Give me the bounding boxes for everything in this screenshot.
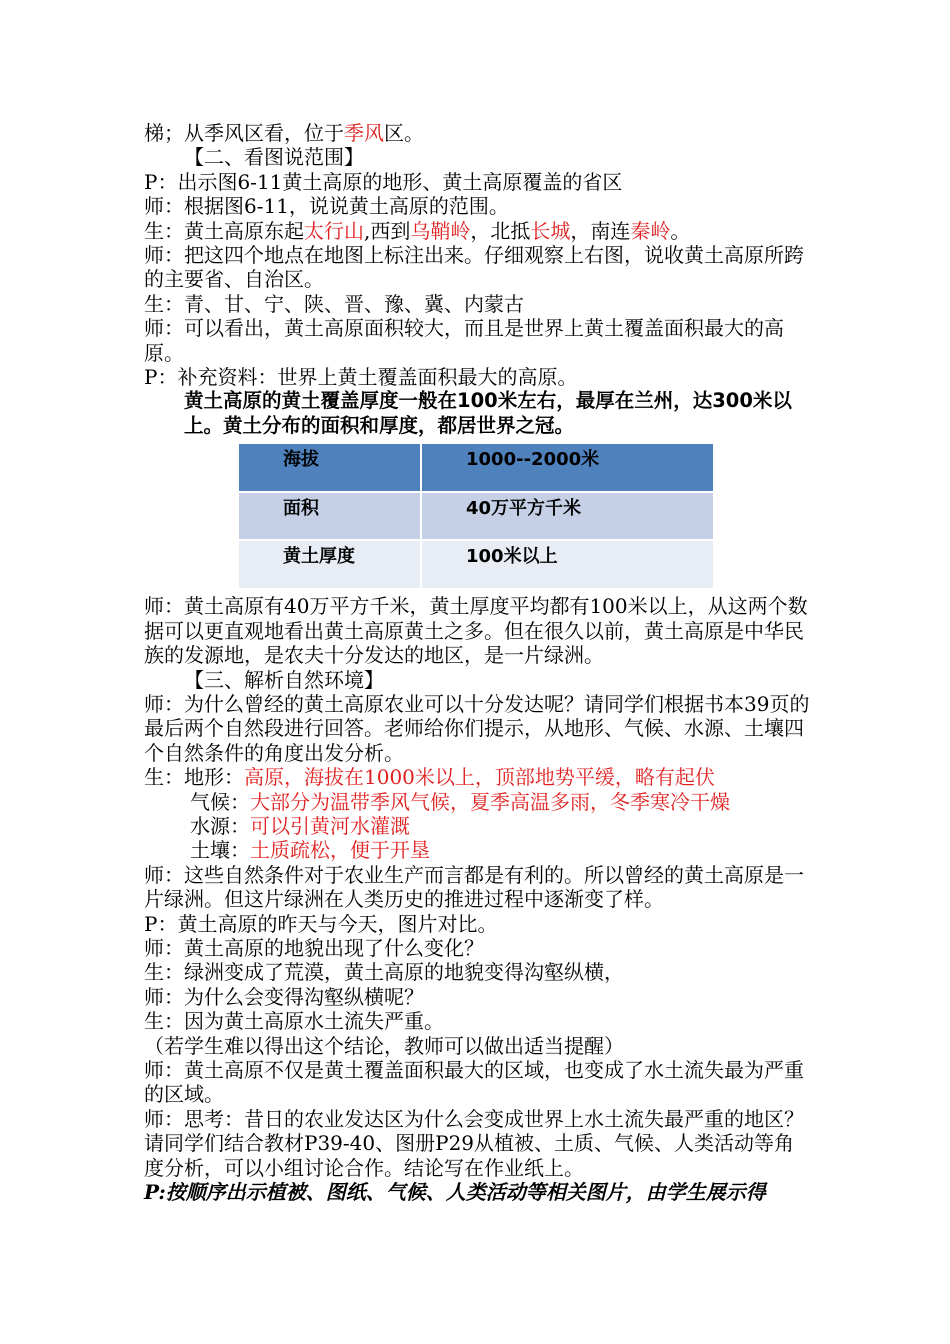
text-run: （若学生难以得出这个结论，教师可以做出适当提醒） (144, 1033, 624, 1058)
text-run: 生：因为黄土高原水土流失严重。 (144, 1009, 444, 1034)
text-run: 土壤： (190, 838, 250, 863)
text-run: 师：把这四个地点在地图上标注出来。仔细观察上右图，说收黄土高原所跨的主要省、自治区。 (144, 243, 804, 292)
text-run: ,西到 (364, 218, 411, 243)
text-run: 师：黄土高原有40万平方千米，黄土厚度平均都有100米以上，从这两个数据可以更直观地看出黄土高原黄土之多。但在很久以前，黄土高原是中华民族的发源地，是农夫十分发达的地区，是一片绿洲。 (144, 594, 808, 668)
data-table (239, 444, 713, 588)
highlighted-text: 季风 (344, 121, 384, 145)
text-run: 【二、看图说范围】 (184, 145, 364, 170)
paragraph-l9 (144, 365, 812, 389)
text-run: 师：为什么会变得沟壑纵横呢？ (144, 984, 424, 1009)
text-run: 师：黄土高原不仅是黄土覆盖面积最大的区域，也变成了水土流失最为严重的区域。 (144, 1058, 804, 1107)
text-run: ，南连 (570, 218, 631, 243)
text-block-2 (144, 594, 812, 1204)
text-run: P：补充资料：世界上黄土覆盖面积最大的高原。 (144, 365, 578, 390)
text-run: 生：绿洲变成了荒漠，黄土高原的地貌变得沟壑纵横， (144, 960, 624, 985)
text-run: 师：这些自然条件对于农业生产而言都是有利的。所以曾经的黄土高原是一片绿洲。但这片绿洲在人类历史的推进过程中逐渐变了样。 (144, 862, 804, 912)
table-row (239, 444, 713, 492)
paragraph-l7 (144, 292, 812, 316)
paragraph-l1 (144, 121, 812, 145)
paragraph-m16 (144, 1107, 812, 1180)
table-row (239, 540, 713, 588)
paragraph-m2 (144, 668, 812, 692)
text-run: 生：黄土高原东起 (144, 218, 304, 243)
paragraph-m10 (144, 936, 812, 960)
paragraph-l5 (144, 219, 812, 243)
text-run: 黄土高原的黄土覆盖厚度一般在100米左右，最厚在兰州，达300米以上。黄土分布的面积和厚度，都居世界之冠。 (184, 389, 792, 437)
paragraph-m12 (144, 985, 812, 1009)
text-run: P：黄土高原的昨天与今天，图片对比。 (144, 911, 498, 936)
text-run: 生：青、甘、宁、陕、晋、豫、冀、内蒙古 (144, 291, 524, 316)
paragraph-l2 (144, 145, 812, 169)
paragraph-m8 (144, 863, 812, 912)
text-run: 【三、解析自然环境】 (184, 667, 384, 692)
text-run: P：出示图6-11黄土高原的地形、黄土高原覆盖的省区 (144, 169, 623, 194)
text-run: 师：黄土高原的地貌出现了什么变化？ (144, 935, 484, 960)
table-cell: 面积 (239, 492, 421, 540)
highlighted-text: 可以引黄河水灌溉 (250, 813, 410, 838)
data-table-wrap (239, 444, 713, 588)
paragraph-m17 (144, 1180, 812, 1204)
paragraph-m11 (144, 960, 812, 984)
paragraph-m15 (144, 1058, 812, 1107)
highlighted-text: 大部分为温带季风气候，夏季高温多雨，冬季寒冷干燥 (250, 789, 730, 814)
paragraph-l3 (144, 170, 812, 194)
text-run: 师：思考：昔日的农业发达区为什么会变成世界上水土流失最严重的地区？请同学们结合教材P39-40、图册P29从植被、土质、气候、人类活动等角度分析，可以小组讨论合作。结论写在作业纸上。 (144, 1106, 804, 1180)
highlighted-text: 高原，海拔在1000米以上，顶部地势平缓，略有起伏 (244, 765, 715, 790)
paragraph-m13 (144, 1009, 812, 1033)
table-cell: 1000--2000米 (421, 444, 713, 492)
paragraph-l8 (144, 316, 812, 365)
text-run: 梯；从季风区看，位于 (144, 121, 344, 145)
paragraph-l4 (144, 194, 812, 218)
paragraph-l6 (144, 243, 812, 292)
paragraph-m5 (144, 790, 812, 814)
highlighted-text: 秦岭 (630, 218, 671, 243)
table-cell: 100米以上 (421, 540, 713, 588)
highlighted-text: 太行山 (304, 218, 364, 243)
text-block-1 (144, 121, 812, 438)
text-run: 区。 (384, 121, 424, 145)
document-body (144, 121, 812, 1204)
text-run: 生：地形： (144, 765, 244, 790)
table-cell: 40万平方千米 (421, 492, 713, 540)
paragraph-m6 (144, 814, 812, 838)
text-run: 气候： (190, 789, 250, 814)
paragraph-m3 (144, 692, 812, 765)
paragraph-m9 (144, 912, 812, 936)
paragraph-m1 (144, 594, 812, 667)
table-row (239, 492, 713, 540)
text-run: 师：为什么曾经的黄土高原农业可以十分发达呢？请同学们根据书本39页的最后两个自然段进行回答。老师给你们提示，从地形、气候、水源、土壤四个自然条件的角度出发分析。 (144, 691, 810, 765)
text-run: 水源： (190, 813, 250, 838)
text-run: P:按顺序出示植被、图纸、气候、人类活动等相关图片，由学生展示得 (144, 1180, 766, 1205)
highlighted-text: 长城 (530, 218, 571, 243)
text-run: 。 (670, 218, 691, 243)
paragraph-m7 (144, 838, 812, 862)
table-cell: 黄土厚度 (239, 540, 421, 588)
highlighted-text: 土质疏松，便于开垦 (250, 838, 430, 863)
table-cell: 海拔 (239, 444, 421, 492)
highlighted-text: 乌鞘岭 (410, 218, 471, 243)
text-run: 师：可以看出，黄土高原面积较大，而且是世界上黄土覆盖面积最大的高原。 (144, 316, 784, 365)
paragraph-l10 (144, 389, 812, 438)
text-run: ，北抵 (470, 218, 531, 243)
text-run: 师：根据图6-11，说说黄土高原的范围。 (144, 194, 509, 219)
paragraph-m14 (144, 1034, 812, 1058)
paragraph-m4 (144, 765, 812, 789)
